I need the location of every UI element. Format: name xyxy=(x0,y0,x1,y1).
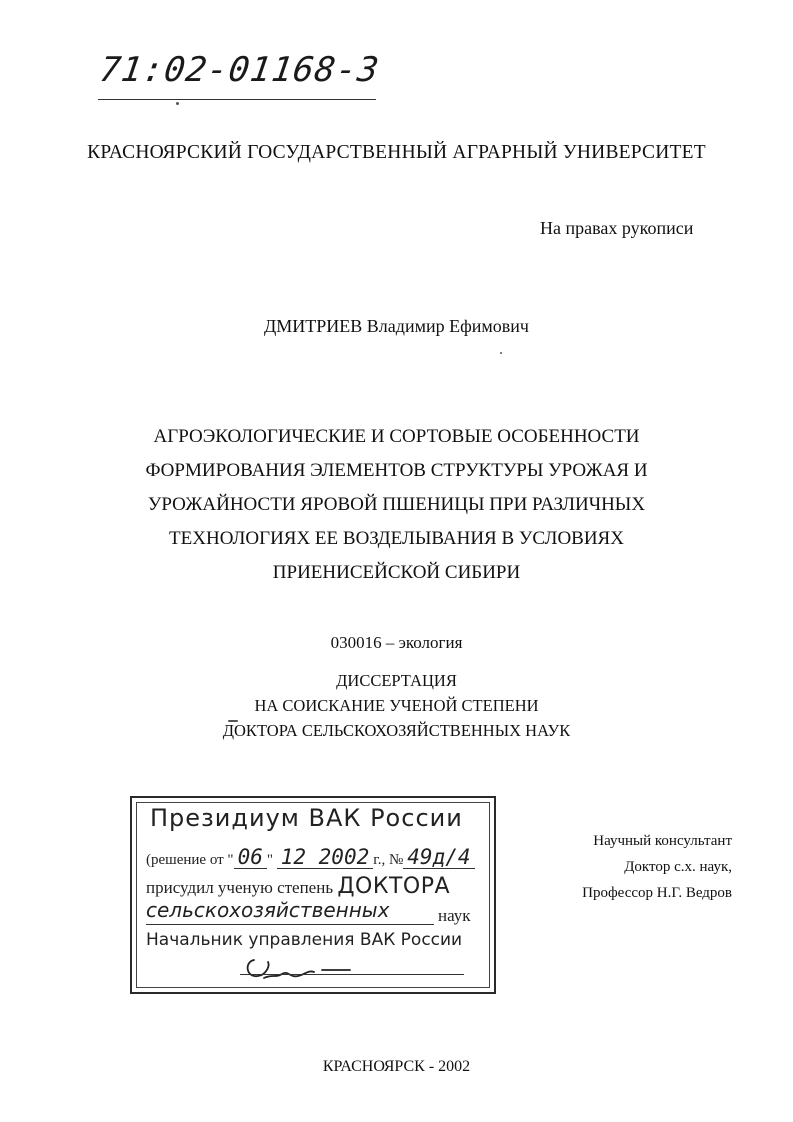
archive-number-underline xyxy=(98,99,376,100)
stamp-decision-year-suffix: г., № xyxy=(373,852,404,868)
stamp-field-handwritten: сельскохозяйственных xyxy=(146,898,390,922)
title-line: ФОРМИРОВАНИЯ ЭЛЕМЕНТОВ СТРУКТУРЫ УРОЖАЯ И xyxy=(145,460,648,481)
degree-line: ДИССЕРТАЦИЯ xyxy=(336,671,457,690)
degree-line: ДОКТОРА СЕЛЬСКОХОЗЯЙСТВЕННЫХ НАУК xyxy=(222,721,571,740)
consultant-block xyxy=(562,828,732,906)
stamp-decision-number: 49д/4 xyxy=(403,846,474,869)
stamp-decision-quote: " xyxy=(266,852,273,868)
stamp-decision-date: 12 2002 xyxy=(277,846,374,869)
stamp-decision-day: 06 xyxy=(234,846,267,869)
stamp-awarded-prefix: присудил ученую степень xyxy=(146,878,334,897)
signature-icon xyxy=(240,948,360,988)
stamp-sciences-word: наук xyxy=(438,906,471,925)
university-name: КРАСНОЯРСКИЙ ГОСУДАРСТВЕННЫЙ АГРАРНЫЙ УНИВЕРСИТЕТ xyxy=(87,142,706,163)
archive-number: 71:02-01168-3 xyxy=(97,50,382,90)
consultant-name: Профессор Н.Г. Ведров xyxy=(582,885,732,901)
degree-block xyxy=(0,668,793,743)
consultant-degree: Доктор с.х. наук, xyxy=(624,859,732,875)
title-line: ПРИЕНИСЕЙСКОЙ СИБИРИ xyxy=(272,562,521,583)
author-name: ДМИТРИЕВ Владимир Ефимович xyxy=(264,316,529,336)
specialty-code: 030016 – экология xyxy=(330,633,463,652)
degree-line: НА СОИСКАНИЕ УЧЕНОЙ СТЕПЕНИ xyxy=(254,696,539,715)
scan-speck xyxy=(500,352,502,354)
stamp-header: Президиум ВАК России xyxy=(150,804,463,832)
title-line: ТЕХНОЛОГИЯХ ЕЕ ВОЗДЕЛЫВАНИЯ В УСЛОВИЯХ xyxy=(169,528,624,549)
thesis-title xyxy=(100,420,693,590)
stamp-decision-line xyxy=(146,846,475,869)
stamp-decision-prefix: (решение от " xyxy=(146,852,234,868)
consultant-label: Научный консультант xyxy=(593,833,732,849)
stamp-awarded-line xyxy=(146,874,450,899)
stamp-awarded-degree: ДОКТОРА xyxy=(337,874,451,899)
stamp-head-title: Начальник управления ВАК России xyxy=(146,930,463,950)
vak-stamp xyxy=(130,796,496,994)
title-line: АГРОЭКОЛОГИЧЕСКИЕ И СОРТОВЫЕ ОСОБЕННОСТИ xyxy=(153,426,640,447)
manuscript-rights-note: На правах рукописи xyxy=(540,218,694,238)
title-line: УРОЖАЙНОСТИ ЯРОВОЙ ПШЕНИЦЫ ПРИ РАЗЛИЧНЫХ xyxy=(147,494,646,515)
scan-speck xyxy=(228,720,238,722)
stamp-signature-line xyxy=(240,974,464,975)
city-year: КРАСНОЯРСК - 2002 xyxy=(322,1058,471,1075)
scan-speck xyxy=(176,102,179,105)
